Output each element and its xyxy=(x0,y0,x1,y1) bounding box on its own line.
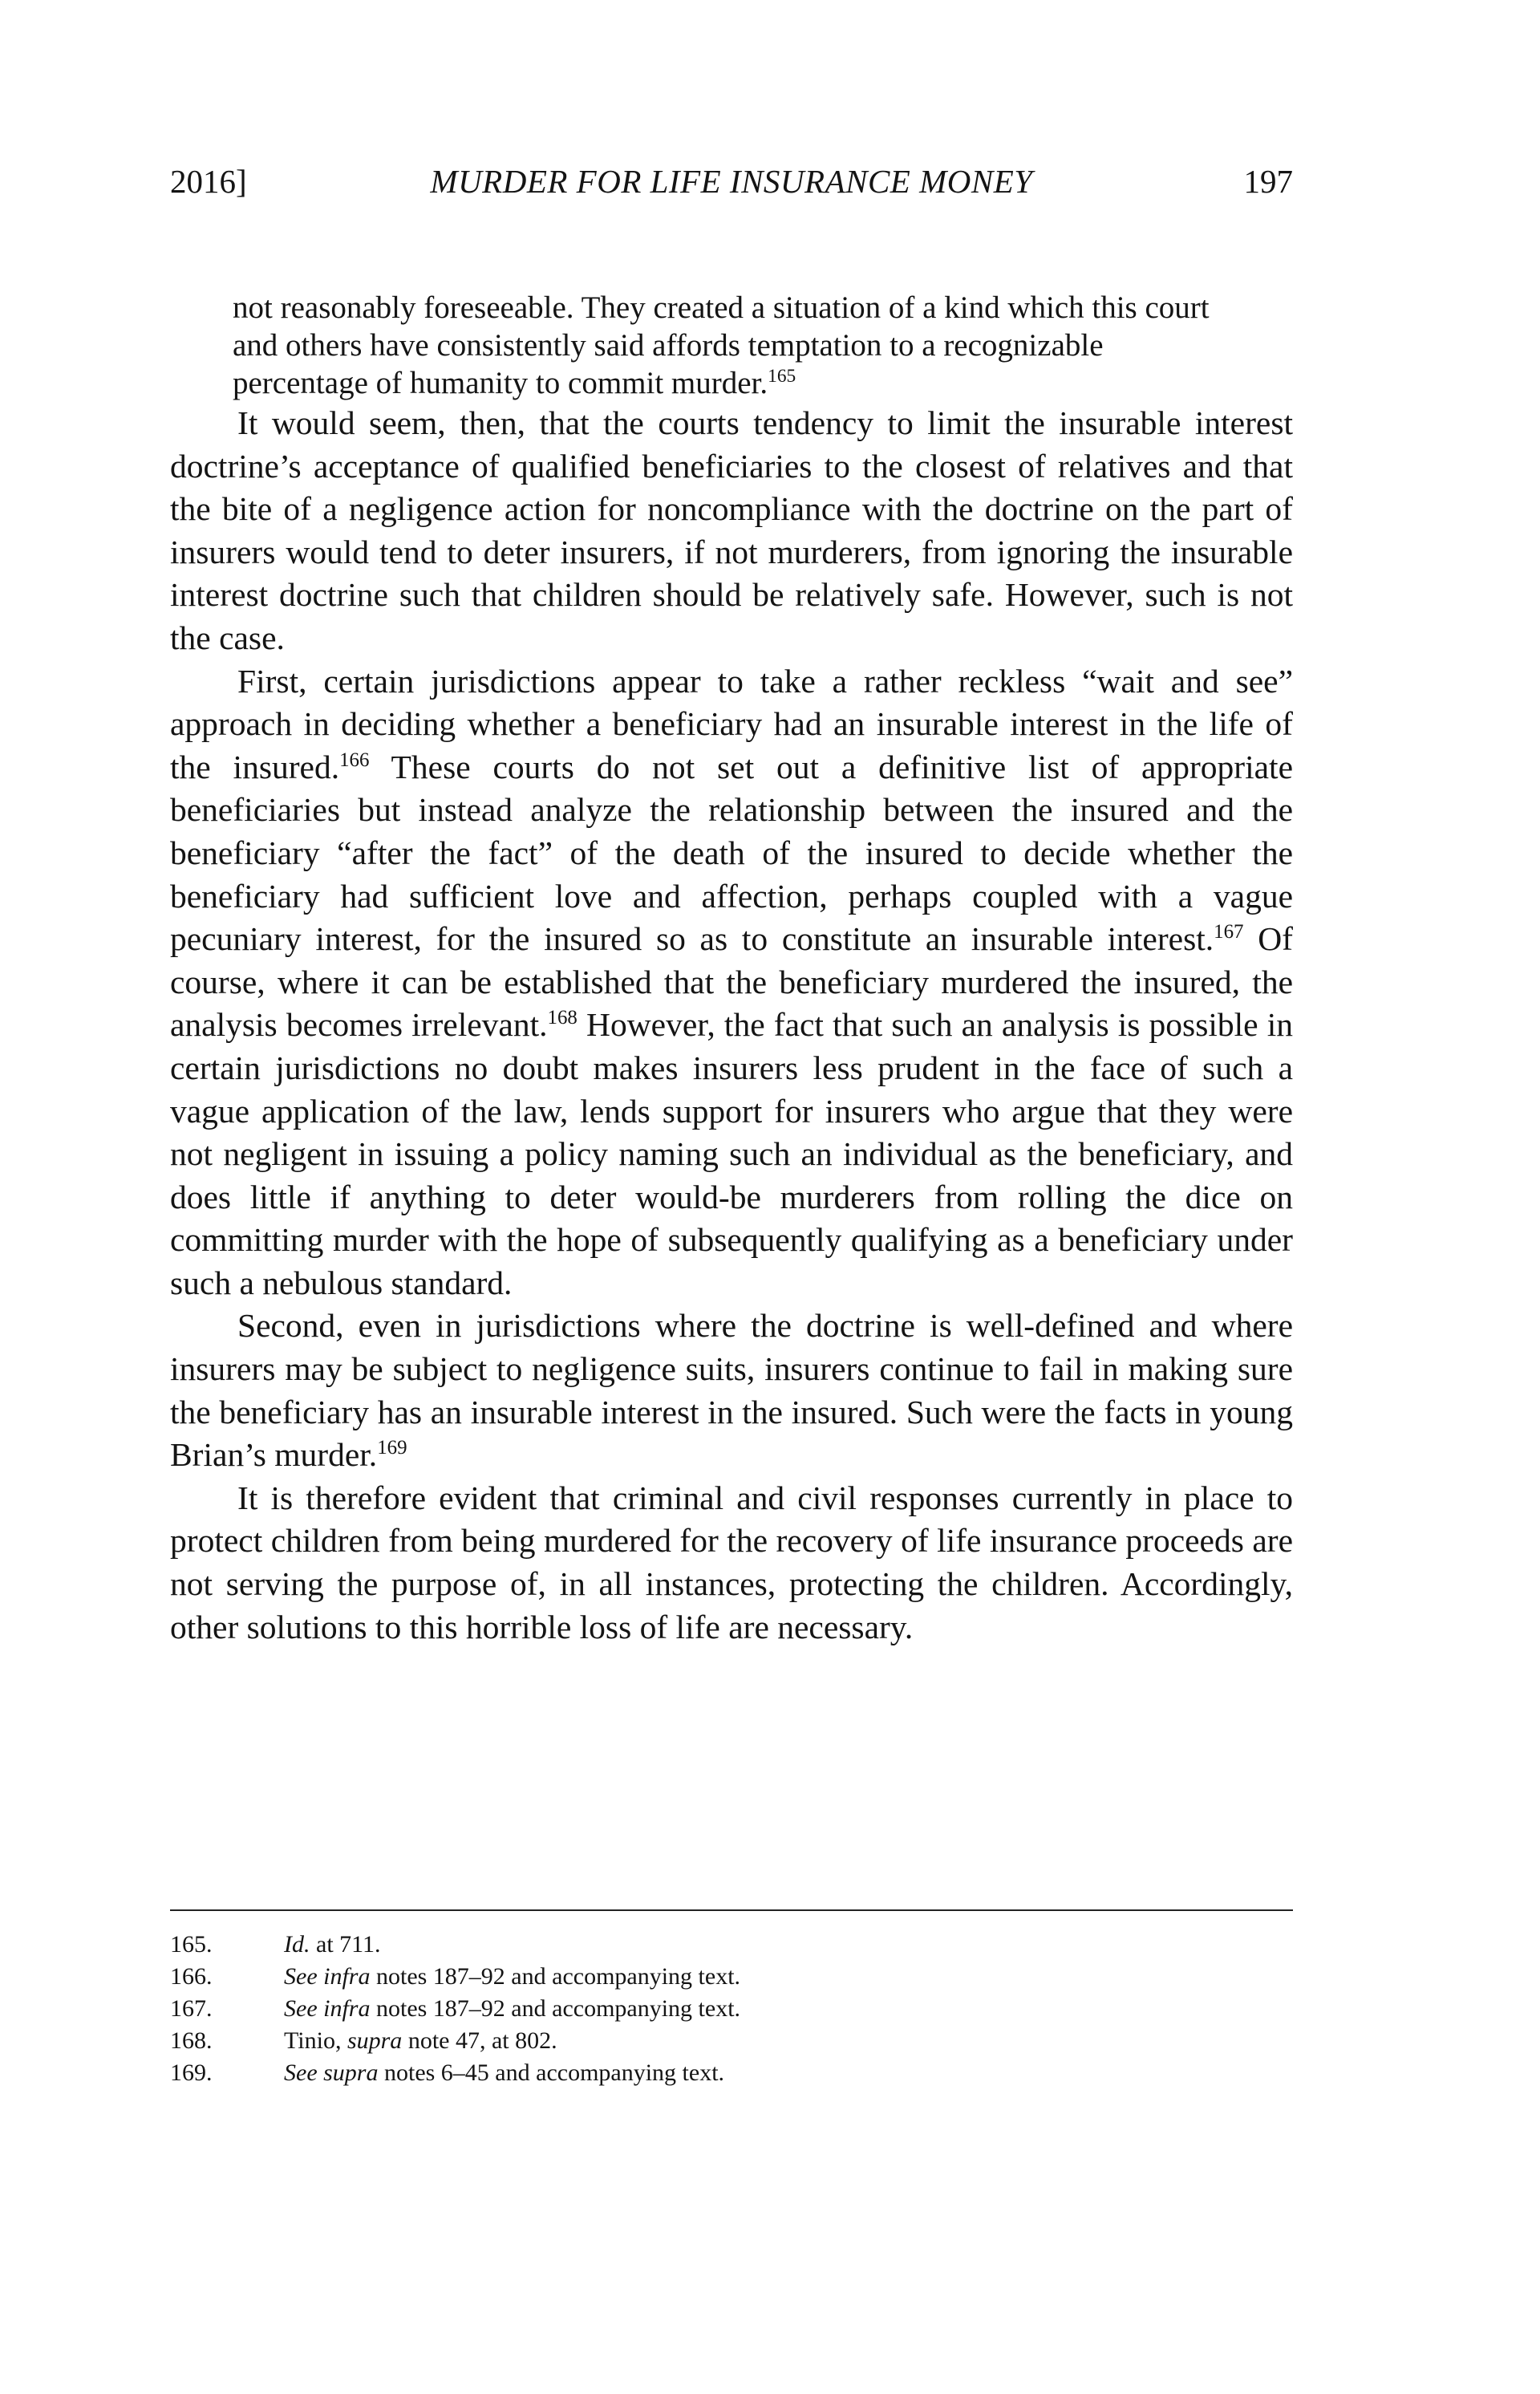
footnote-ref-168: 168 xyxy=(547,1007,578,1029)
footnote-ref-165: 165 xyxy=(768,366,796,387)
footnote-number: 168. xyxy=(170,2027,213,2054)
footnotes xyxy=(170,1929,1293,2089)
citation-author: Tinio, xyxy=(284,2027,347,2054)
footnote-166 xyxy=(170,1961,1293,1993)
footnote-165 xyxy=(170,1929,1293,1961)
footnote-number: 165. xyxy=(170,1931,213,1958)
paragraph-2-part-b: These courts do not set out a definitive list of appropriate beneficiaries but instead analyze the relationship between the insured and the beneficiary “after the fact” of the death of the insured to decide whether the beneficiary had sufficient love and affection, perhaps coupled with a vague pecuniary interest, for the insured so as to constitute an insurable interest. xyxy=(170,748,1294,958)
citation-signal: See supra xyxy=(284,2059,379,2086)
paragraph-3 xyxy=(170,1305,1293,1476)
footnote-text xyxy=(284,2057,724,2089)
paragraph-3-part-a: Second, even in jurisdictions where the doctrine is well-defined and where insurers may be subject to negligence suits, insurers continue to fail in making sure the beneficiary has an insurable interest in the insured. Such were the facts in young Brian’s murder. xyxy=(170,1307,1293,1474)
citation-signal: Id. xyxy=(284,1931,310,1958)
citation-body: notes 6–45 and accompanying text. xyxy=(378,2059,725,2086)
footnote-number: 167. xyxy=(170,1995,213,2022)
paragraph-2-part-c: Of course, where it can be established that the beneficiary murdered the insured, the analysis becomes irrelevant. xyxy=(170,920,1293,1044)
footnote-divider xyxy=(170,1909,1293,1911)
paragraph-4: It is therefore evident that criminal and civil responses currently in place to protect children from being murdered for the recovery of life insurance proceeds are not serving the purpose of, in all instances, protecting the children. Accordingly, other solutions to this horrible loss of life are necessary. xyxy=(170,1479,1293,1645)
header-year: 2016] xyxy=(170,163,247,200)
header-title: MURDER FOR LIFE INSURANCE MONEY xyxy=(430,163,1033,200)
citation-body: notes 187–92 and accompanying text. xyxy=(370,1963,741,1990)
paragraph-2-part-d: However, the fact that such an analysis is possible in certain jurisdictions no doubt makes insurers less prudent in the face of such a vague application of the law, lends support for insurers who argue that they were not negligent in issuing a policy naming such an individual as the beneficiary, and does little if anything to deter would-be murderers from rolling the dice on committing murder with the hope of subsequently qualifying as a beneficiary under such a nebulous standard. xyxy=(170,1006,1293,1301)
citation-body: at 711. xyxy=(310,1931,381,1958)
citation-signal: supra xyxy=(346,2027,403,2054)
block-quote xyxy=(233,289,1235,402)
footnote-text xyxy=(284,2025,557,2057)
footnote-167 xyxy=(170,1993,1293,2025)
citation-body: note 47, at 802. xyxy=(402,2027,557,2054)
footnote-169 xyxy=(170,2057,1293,2089)
page-number: 197 xyxy=(1243,163,1293,200)
footnote-ref-169: 169 xyxy=(377,1437,407,1459)
paragraph-2-part-a: First, certain jurisdictions appear to take a rather reckless “wait and see” approach in deciding whether a beneficiary had an insurable interest in the life of the insured. xyxy=(170,662,1293,785)
footnote-number: 169. xyxy=(170,2059,213,2086)
citation-signal: See infra xyxy=(284,1963,371,1990)
footnote-number: 166. xyxy=(170,1963,213,1990)
block-quote-text: not reasonably foreseeable. They created a situation of a kind which this court and others have consistently said affords temptation to a recognizable percentage of humanity to commit murder. xyxy=(233,290,1210,400)
citation-body: notes 187–92 and accompanying text. xyxy=(370,1995,741,2022)
footnote-ref-166: 166 xyxy=(339,749,370,771)
footnote-text xyxy=(284,1993,740,2025)
paragraph-1: It would seem, then, that the courts tendency to limit the insurable interest doctrine’s acceptance of qualified beneficiaries to the closest of relatives and that the bite of a negligence action for noncompliance with the doctrine on the part of insurers would tend to deter insurers, if not murderers, from ignoring the insurable interest doctrine such that children should be relatively safe. However, such is not the case. xyxy=(170,404,1293,656)
footnote-168 xyxy=(170,2025,1293,2057)
citation-signal: See infra xyxy=(284,1995,371,2022)
running-header xyxy=(170,157,1293,205)
paragraph-2 xyxy=(170,660,1293,1305)
body-text xyxy=(170,289,1293,1649)
footnote-text xyxy=(284,1929,381,1961)
footnote-ref-167: 167 xyxy=(1214,921,1244,943)
footnote-text xyxy=(284,1961,740,1993)
